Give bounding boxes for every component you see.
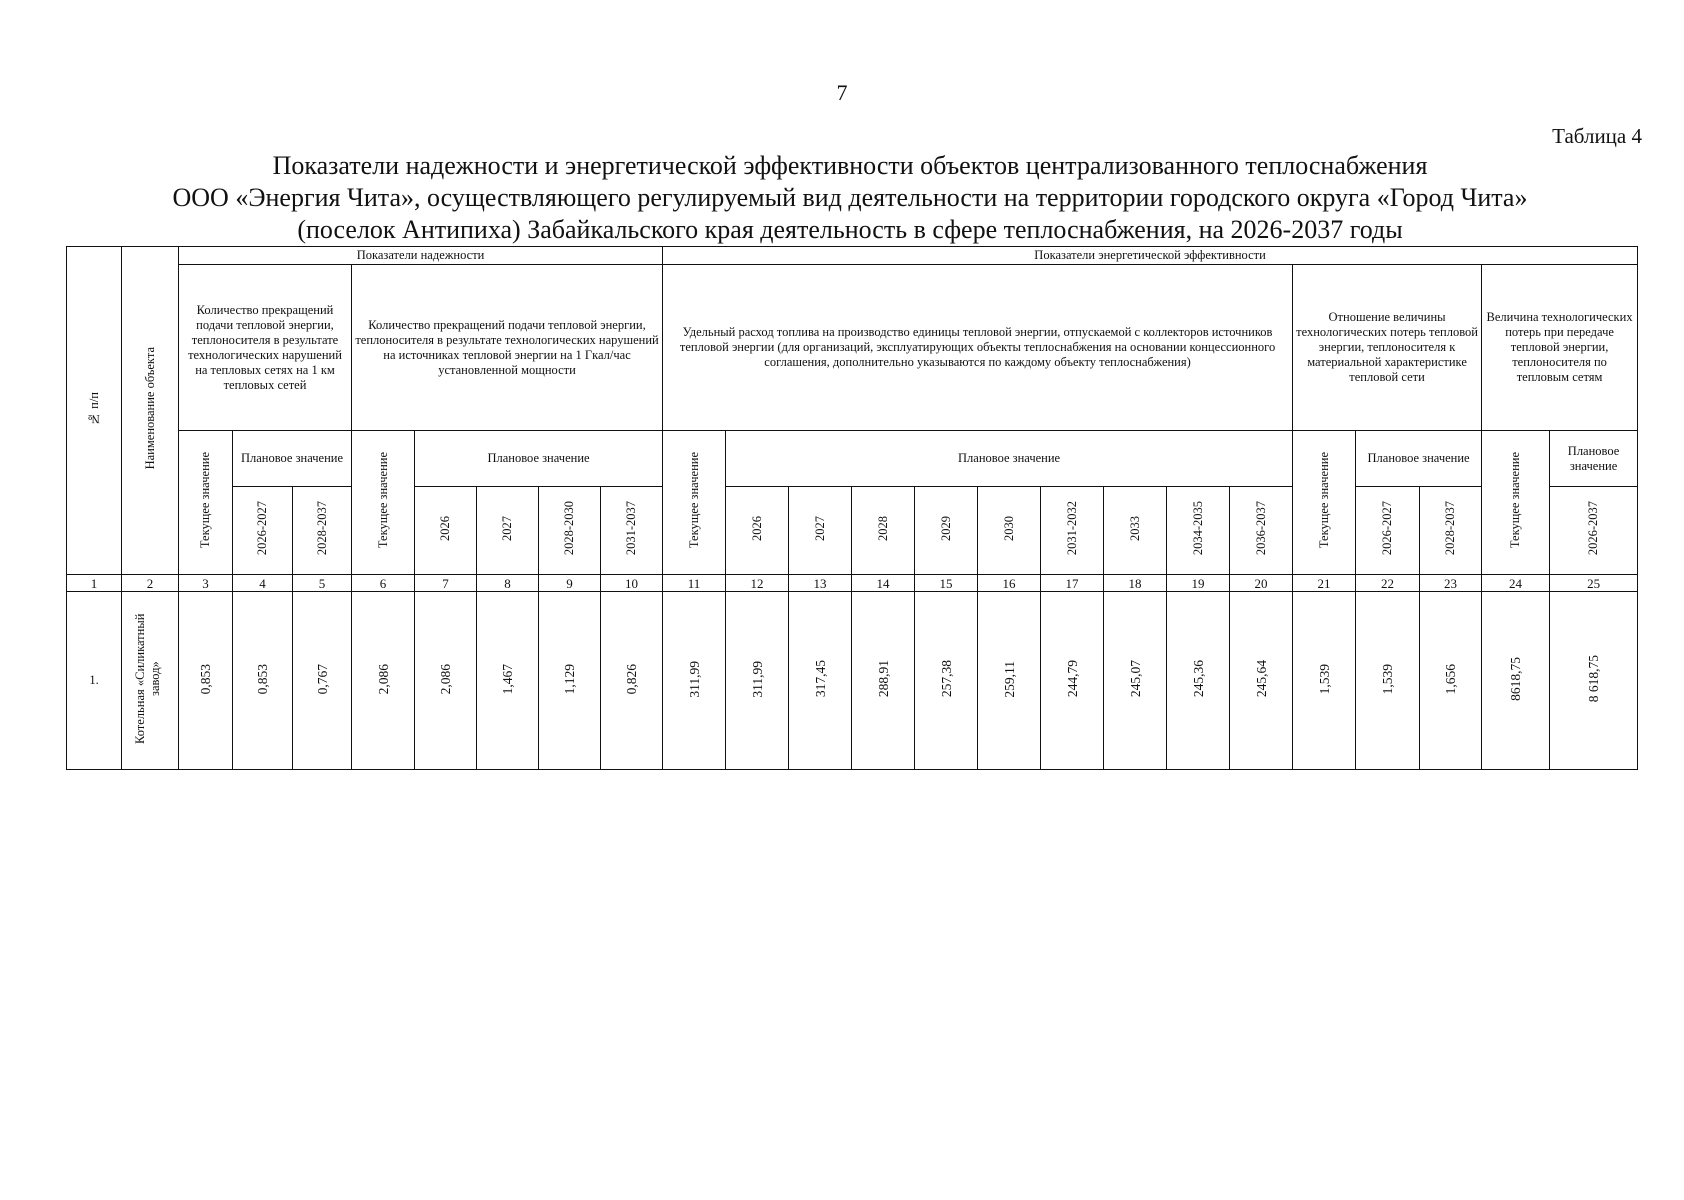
row-value: [1230, 592, 1293, 770]
column-number: 14: [852, 575, 915, 592]
group-efficiency: Показатели энергетической эффективности: [663, 247, 1638, 265]
header-np: № п/п: [67, 247, 122, 575]
row-value: [1293, 592, 1356, 770]
row-value: [352, 592, 415, 770]
title-line-2: ООО «Энергия Чита», осуществляющего регулируемый вид деятельности на территории городского округа «Город Чита»: [172, 183, 1528, 212]
row-value: [233, 592, 293, 770]
row-value-text: 1,129: [562, 663, 577, 695]
table-row: [67, 592, 1638, 770]
row-value: [1104, 592, 1167, 770]
planned-value-3: Плановое значение: [726, 431, 1293, 487]
year-header: 2028-2030: [539, 487, 601, 575]
current-value-3: Текущее значение: [663, 431, 726, 575]
current-value-1: Текущее значение: [179, 431, 233, 575]
page-number: 7: [836, 80, 848, 105]
indicators-table: [66, 246, 1638, 770]
row-name: Котельная «Силикатный завод»: [122, 592, 179, 770]
row-value: [1356, 592, 1420, 770]
current-value-4: Текущее значение: [1293, 431, 1356, 575]
title-line-3: (поселок Антипиха) Забайкальского края деятельность в сфере теплоснабжения, на 2026-2037 годы: [297, 215, 1403, 244]
row-value-text: 245,36: [1190, 660, 1206, 698]
column-number: 18: [1104, 575, 1167, 592]
planned-value-5: Плановое значение: [1550, 431, 1638, 487]
row-value-text: 244,79: [1064, 660, 1080, 698]
column-number: 5: [293, 575, 352, 592]
row-value-text: 2,086: [438, 663, 453, 695]
column-number: 3: [179, 575, 233, 592]
column-number: 10: [601, 575, 663, 592]
column-number: 1: [67, 575, 122, 592]
column-number: 15: [915, 575, 978, 592]
year-header: 2026-2027: [1356, 487, 1420, 575]
column-number: 4: [233, 575, 293, 592]
row-value: [1420, 592, 1482, 770]
year-header: 2031-2032: [1041, 487, 1104, 575]
row-value-text: 1,656: [1443, 663, 1459, 695]
row-value-text: 245,64: [1253, 660, 1269, 698]
column-number: 24: [1482, 575, 1550, 592]
year-header: 2026: [726, 487, 789, 575]
column-number: 21: [1293, 575, 1356, 592]
desc-breaks-sources: Количество прекращений подачи тепловой энергии, теплоносителя в результате технологических нарушений на источниках тепловой энергии на 1 Гкал/час установленной мощности: [352, 265, 663, 431]
column-number: 25: [1550, 575, 1638, 592]
current-value-2: Текущее значение: [352, 431, 415, 575]
row-value-text: 0,853: [255, 663, 270, 695]
column-number: 2: [122, 575, 179, 592]
year-header: 2028: [852, 487, 915, 575]
column-number: 6: [352, 575, 415, 592]
year-header: 2026-2037: [1550, 487, 1638, 575]
year-header: 2026-2027: [233, 487, 293, 575]
row-value: [539, 592, 601, 770]
row-value-text: 0,826: [624, 663, 640, 695]
year-header: 2026: [415, 487, 477, 575]
row-value-text: 8 618,75: [1586, 655, 1602, 703]
column-number: 11: [663, 575, 726, 592]
column-number: 20: [1230, 575, 1293, 592]
row-value: [726, 592, 789, 770]
column-number: 7: [415, 575, 477, 592]
year-header: 2028-2037: [293, 487, 352, 575]
column-number: 12: [726, 575, 789, 592]
year-header: 2029: [915, 487, 978, 575]
row-value-text: 257,38: [938, 660, 954, 698]
row-value: [179, 592, 233, 770]
row-value-text: 8618,75: [1508, 657, 1524, 701]
column-number: 13: [789, 575, 852, 592]
row-value: [852, 592, 915, 770]
year-header: 2033: [1104, 487, 1167, 575]
year-header: 2031-2037: [601, 487, 663, 575]
row-value: [915, 592, 978, 770]
row-value-text: 311,99: [686, 660, 702, 698]
row-value-text: 259,11: [1001, 660, 1017, 698]
column-number: 19: [1167, 575, 1230, 592]
desc-fuel-consumption: Удельный расход топлива на производство единицы тепловой энергии, отпускаемой с коллекторов источников тепловой энергии (для организаций, эксплуатирующих объекты теплоснабжения на основании концессионного соглашения, дополнительно указываются по каждому объекту теплоснабжения): [663, 265, 1293, 431]
row-value: [1550, 592, 1638, 770]
row-value: [601, 592, 663, 770]
column-number: 17: [1041, 575, 1104, 592]
row-value-text: 311,99: [749, 660, 765, 698]
row-value: [663, 592, 726, 770]
desc-breaks-networks: Количество прекращений подачи тепловой энергии, теплоносителя в результате технологических нарушений на тепловых сетях на 1 км тепловых сетей: [179, 265, 352, 431]
row-value: [789, 592, 852, 770]
current-value-5: Текущее значение: [1482, 431, 1550, 575]
row-value-text: 2,086: [375, 663, 391, 695]
column-numbers-row: [67, 575, 1638, 592]
year-header: 2027: [477, 487, 539, 575]
row-value-text: 0,853: [198, 663, 213, 695]
year-header: 2030: [978, 487, 1041, 575]
desc-loss-ratio: Отношение величины технологических потерь тепловой энергии, теплоносителя к материальной характеристике тепловой сети: [1293, 265, 1482, 431]
row-value-text: 245,07: [1127, 660, 1143, 698]
row-value: [978, 592, 1041, 770]
title-line-1: Показатели надежности и энергетической эффективности объектов централизованного теплоснабжения: [272, 151, 1428, 180]
year-header: 2036-2037: [1230, 487, 1293, 575]
group-reliability: Показатели надежности: [179, 247, 663, 265]
row-value-text: 1,467: [500, 663, 515, 695]
row-value-text: 1,539: [1316, 663, 1332, 695]
column-number: 16: [978, 575, 1041, 592]
row-value: [1041, 592, 1104, 770]
column-number: 22: [1356, 575, 1420, 592]
planned-value-2: Плановое значение: [415, 431, 663, 487]
planned-value-4: Плановое значение: [1356, 431, 1482, 487]
row-value-text: 317,45: [812, 660, 828, 698]
year-header: 2027: [789, 487, 852, 575]
row-value: [477, 592, 539, 770]
row-value: [293, 592, 352, 770]
year-header: 2028-2037: [1420, 487, 1482, 575]
year-header: 2034-2035: [1167, 487, 1230, 575]
table-title: [60, 150, 1640, 246]
desc-loss-value: Величина технологических потерь при передаче тепловой энергии, теплоносителя по тепловым сетям: [1482, 265, 1638, 431]
table-label: Таблица 4: [1552, 124, 1642, 148]
column-number: 9: [539, 575, 601, 592]
row-value-text: 1,539: [1380, 663, 1396, 695]
row-np: 1.: [67, 592, 122, 770]
row-value: [415, 592, 477, 770]
row-value-text: 0,767: [314, 663, 330, 695]
row-value-text: 288,91: [875, 660, 891, 698]
header-name: Наименование объекта: [122, 247, 179, 575]
row-value: [1482, 592, 1550, 770]
row-value: [1167, 592, 1230, 770]
column-number: 8: [477, 575, 539, 592]
column-number: 23: [1420, 575, 1482, 592]
planned-value-1: Плановое значение: [233, 431, 352, 487]
